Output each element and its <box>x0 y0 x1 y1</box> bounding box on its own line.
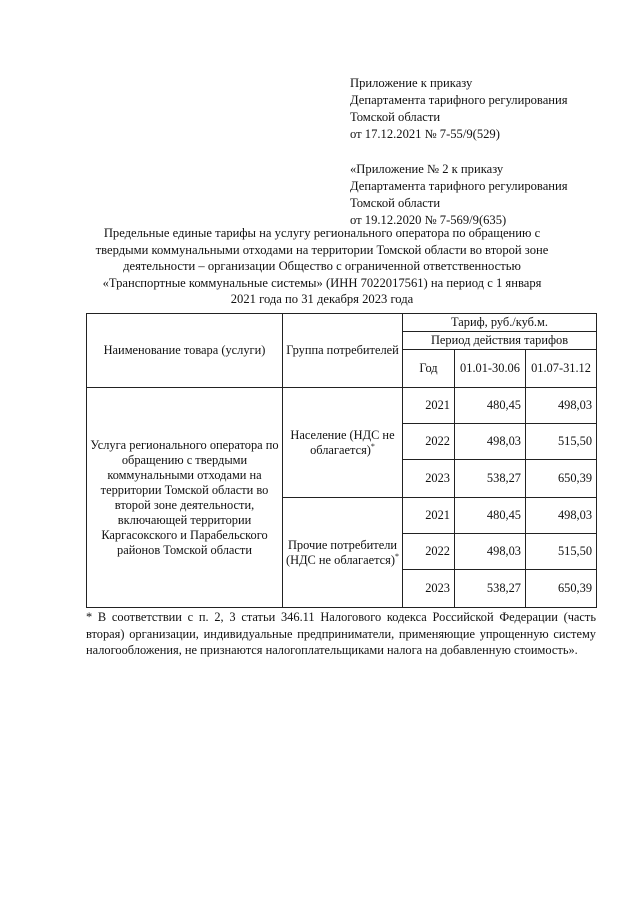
tariff-cell: 650,39 <box>526 460 597 498</box>
header-line: Департамента тарифного регулирования <box>350 93 568 107</box>
header-tariff: Тариф, руб./куб.м. <box>403 314 597 332</box>
header-half2: 01.07-31.12 <box>526 350 597 388</box>
tariff-cell: 498,03 <box>455 534 526 570</box>
document-title: Предельные единые тарифы на услугу регионального оператора по обращению с твердыми коммунальными отходами на территории Томской области во второй зоне деятельности – организации Общество с ограниченной ответственностью «Транспортные коммунальные системы» (ИНН 7022017561) на период с 1 января 2021 года по 31 декабря 2023 года <box>95 226 549 306</box>
header-block <box>350 75 630 229</box>
header-product: Наименование товара (услуги) <box>87 314 283 388</box>
tariff-cell: 538,27 <box>455 570 526 608</box>
tariff-cell: 515,50 <box>526 424 597 460</box>
tariff-cell: 498,03 <box>455 424 526 460</box>
header-line: от 19.12.2020 № 7-569/9(635) <box>350 213 507 227</box>
year-cell: 2021 <box>403 498 455 534</box>
header-line: от 17.12.2021 № 7-55/9(529) <box>350 127 500 141</box>
tariff-cell: 480,45 <box>455 388 526 424</box>
tariff-cell: 650,39 <box>526 570 597 608</box>
tariff-cell: 498,03 <box>526 388 597 424</box>
tariff-cell: 515,50 <box>526 534 597 570</box>
header-period: Период действия тарифов <box>403 332 597 350</box>
header-line: Департамента тарифного регулирования <box>350 179 568 193</box>
tariff-table <box>86 313 597 608</box>
group-name: Население (НДС не облагается)* <box>283 388 403 498</box>
year-cell: 2022 <box>403 534 455 570</box>
header-half1: 01.01-30.06 <box>455 350 526 388</box>
group-name: Прочие потребители (НДС не облагается)* <box>283 498 403 608</box>
header-year: Год <box>403 350 455 388</box>
tariff-cell: 538,27 <box>455 460 526 498</box>
tariff-cell: 498,03 <box>526 498 597 534</box>
header-line: Томской области <box>350 110 441 124</box>
service-name: Услуга регионального оператора по обращению с твердыми коммунальными отходами на территории Томской области во второй зоне деятельности, включающей территории Каргасокского и Парабельского районов Томской области <box>87 388 283 608</box>
footnote: * В соответствии с п. 2, 3 статьи 346.11 Налогового кодекса Российской Федерации (часть вторая) организации, индивидуальные предприниматели, применяющие упрощенную систему налогообложения, не признаются налогоплательщиками налога на добавленную стоимость». <box>86 610 596 657</box>
header-line: «Приложение № 2 к приказу <box>350 162 504 176</box>
year-cell: 2023 <box>403 460 455 498</box>
year-cell: 2023 <box>403 570 455 608</box>
year-cell: 2021 <box>403 388 455 424</box>
header-group: Группа потребителей <box>283 314 403 388</box>
header-line: Томской области <box>350 196 441 210</box>
header-line: Приложение к приказу <box>350 76 473 90</box>
tariff-cell: 480,45 <box>455 498 526 534</box>
year-cell: 2022 <box>403 424 455 460</box>
